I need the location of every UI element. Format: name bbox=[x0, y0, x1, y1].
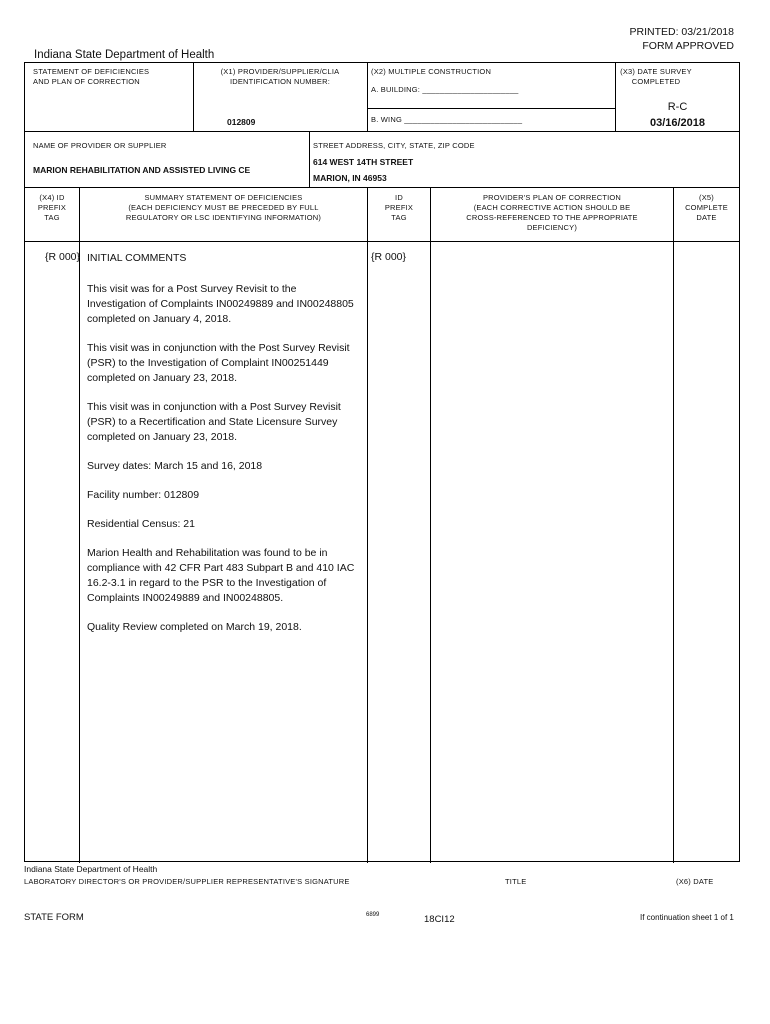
form-code: 6899 bbox=[366, 912, 380, 918]
building-field: A. BUILDING: ______________________ bbox=[371, 85, 519, 94]
provider-name: MARION REHABILITATION AND ASSISTED LIVING CE bbox=[33, 165, 251, 175]
address-line-1: 614 WEST 14TH STREET bbox=[313, 157, 414, 167]
statement-label: STATEMENT OF DEFICIENCIES AND PLAN OF CORRECTION bbox=[33, 67, 150, 86]
divider bbox=[25, 241, 739, 242]
signature-label: LABORATORY DIRECTOR'S OR PROVIDER/SUPPLIER REPRESENTATIVE'S SIGNATURE bbox=[24, 877, 350, 886]
state-form: STATE FORM bbox=[24, 912, 84, 923]
comment-paragraph: This visit was in conjunction with the Post Survey Revisit (PSR) to the Investigation of Complaint IN00251449 completed on January 23, 2018. bbox=[87, 342, 350, 384]
x3-label: (X3) DATE SURVEY COMPLETED bbox=[620, 67, 692, 86]
x2-label: (X2) MULTIPLE CONSTRUCTION bbox=[371, 67, 492, 76]
x1-label: (X1) PROVIDER/SUPPLIER/CLIA IDENTIFICATION NUMBER: bbox=[220, 67, 340, 86]
summary-header: SUMMARY STATEMENT OF DEFICIENCIES (EACH DEFICIENCY MUST BE PRECEDED BY FULL REGULATORY OR LSC IDENTIFYING INFORMATION) bbox=[125, 193, 322, 222]
doc-id: 18CI12 bbox=[424, 914, 455, 925]
x6-date-label: (X6) DATE bbox=[676, 877, 714, 886]
tag-left: {R 000} bbox=[45, 251, 81, 263]
footer-dept: Indiana State Department of Health bbox=[24, 864, 158, 874]
divider bbox=[309, 131, 310, 187]
print-header bbox=[630, 25, 734, 53]
divider bbox=[367, 63, 368, 131]
x5-header: (X5) COMPLETE DATE bbox=[685, 193, 728, 222]
tag-right: {R 000} bbox=[371, 251, 407, 263]
comments-paragraphs bbox=[87, 282, 357, 635]
wing-field: B. WING ___________________________ bbox=[371, 115, 523, 124]
divider bbox=[193, 63, 194, 131]
survey-code: R-C bbox=[667, 101, 688, 113]
continuation-note: If continuation sheet 1 of 1 bbox=[640, 913, 734, 922]
comment-paragraph: Marion Health and Rehabilitation was found to be in compliance with 42 CFR Part 483 Subpart B and 410 IAC 16.2-3.1 in regard to the PSR to the Investigation of Complaints IN00249889 and IN00248805. bbox=[87, 547, 355, 604]
department-title: Indiana State Department of Health bbox=[34, 49, 215, 61]
comments-body bbox=[87, 251, 357, 649]
form-frame bbox=[24, 62, 740, 862]
provider-name-label: NAME OF PROVIDER OR SUPPLIER bbox=[33, 141, 167, 150]
comment-paragraph: This visit was for a Post Survey Revisit to the Investigation of Complaints IN00249889 and IN00248805 completed on January 4, 2018. bbox=[87, 283, 354, 325]
plan-header: PROVIDER'S PLAN OF CORRECTION (EACH CORRECTIVE ACTION SHOULD BE CROSS-REFERENCED TO THE APPROPRIATE DEFICIENCY) bbox=[466, 193, 638, 232]
title-label: TITLE bbox=[505, 877, 527, 886]
address-line-2: MARION, IN 46953 bbox=[313, 173, 387, 183]
comment-paragraph: Residential Census: 21 bbox=[87, 518, 195, 530]
comments-heading: INITIAL COMMENTS bbox=[87, 252, 187, 264]
survey-date: 03/16/2018 bbox=[649, 117, 706, 129]
x4-header: (X4) ID PREFIX TAG bbox=[37, 193, 67, 222]
address-label: STREET ADDRESS, CITY, STATE, ZIP CODE bbox=[313, 141, 475, 150]
divider bbox=[367, 108, 615, 109]
provider-id: 012809 bbox=[227, 117, 256, 127]
divider bbox=[430, 187, 431, 863]
comment-paragraph: Facility number: 012809 bbox=[87, 489, 200, 501]
comment-paragraph: Quality Review completed on March 19, 2018. bbox=[87, 621, 302, 633]
printed-date: PRINTED: 03/21/2018 bbox=[629, 26, 734, 38]
divider bbox=[367, 187, 368, 863]
divider bbox=[673, 187, 674, 863]
divider bbox=[25, 131, 739, 132]
id-header: ID PREFIX TAG bbox=[384, 193, 414, 222]
comment-paragraph: Survey dates: March 15 and 16, 2018 bbox=[87, 460, 263, 472]
comment-paragraph: This visit was in conjunction with a Post Survey Revisit (PSR) to a Recertification and State Licensure Survey completed on January 23, 2018. bbox=[87, 401, 341, 443]
divider bbox=[79, 187, 80, 863]
form-status: FORM APPROVED bbox=[642, 40, 734, 52]
divider bbox=[25, 187, 739, 188]
